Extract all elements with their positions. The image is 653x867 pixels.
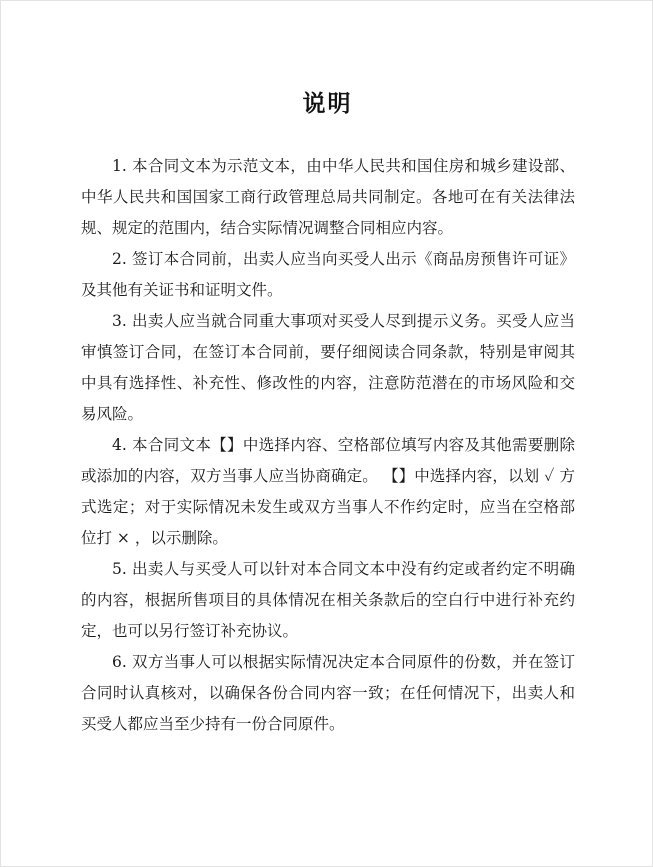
paragraph-6: 6. 双方当事人可以根据实际情况决定本合同原件的份数，并在签订合同时认真核对，以确保各份合同内容一致；在任何情况下，出卖人和买受人都应当至少持有一份合同原件。 — [81, 653, 575, 733]
paragraph-4: 4. 本合同文本【】中选择内容、空格部位填写内容及其他需要删除或添加的内容，双方当事人应当协商确定。 【】中选择内容，以划 ✓ 方式选定；对于实际情况未发生或双方当事人不作约定时，应当在空格部位打 × ，以示删除。 — [81, 436, 575, 547]
paragraph-5: 5. 出卖人与买受人可以针对本合同文本中没有约定或者约定不明确的内容，根据所售项目的具体情况在相关条款后的空白行中进行补充约定，也可以另行签订补充协议。 — [81, 560, 575, 640]
document-title: 说明 — [302, 91, 353, 117]
document-body — [81, 151, 575, 740]
paragraph-3: 3. 出卖人应当就合同重大事项对买受人尽到提示义务。买受人应当审慎签订合同，在签订本合同前，要仔细阅读合同条款，特别是审阅其中具有选择性、补充性、修改性的内容，注意防范潜在的市场风险和交易风险。 — [81, 312, 575, 423]
paragraph-1: 1. 本合同文本为示范文本，由中华人民共和国住房和城乡建设部、中华人民共和国国家工商行政管理总局共同制定。各地可在有关法律法规、规定的范围内，结合实际情况调整合同相应内容。 — [81, 157, 575, 237]
paragraph-2: 2. 签订本合同前，出卖人应当向买受人出示《商品房预售许可证》及其他有关证书和证明文件。 — [81, 250, 575, 299]
